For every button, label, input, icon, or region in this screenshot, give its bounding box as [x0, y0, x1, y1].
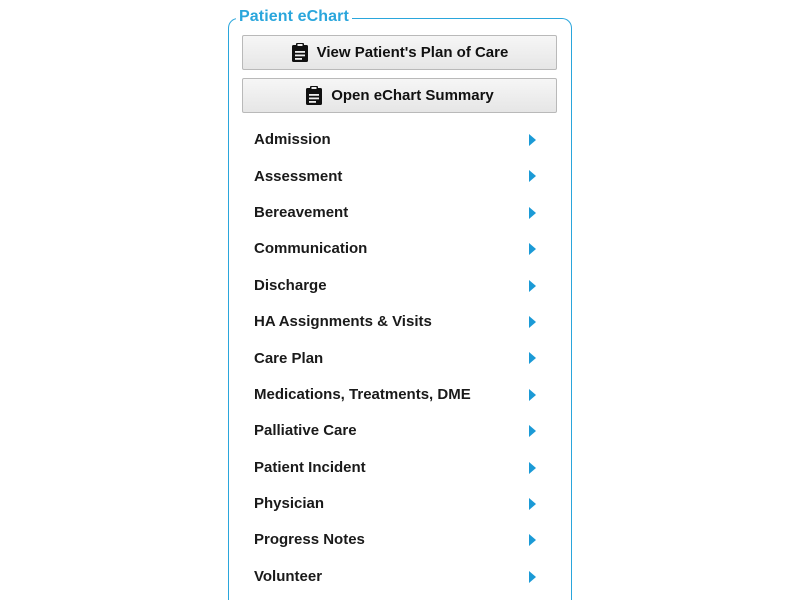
chevron-right-icon — [529, 571, 536, 583]
menu-item-label: Palliative Care — [254, 422, 357, 440]
menu-item-physician[interactable] — [242, 486, 557, 522]
chevron-right-icon — [529, 280, 536, 292]
menu-item-palliative-care[interactable] — [242, 413, 557, 449]
clipboard-icon — [291, 42, 309, 63]
menu-item-medications-treatments-dme[interactable] — [242, 377, 557, 413]
menu-item-label: HA Assignments & Visits — [254, 313, 432, 331]
menu-item-label: Bereavement — [254, 203, 349, 221]
chevron-right-icon — [529, 352, 536, 364]
echart-menu — [242, 122, 557, 595]
menu-item-progress-notes[interactable] — [242, 522, 557, 558]
chevron-right-icon — [529, 207, 536, 219]
menu-item-assessment[interactable] — [242, 158, 557, 194]
chevron-right-icon — [529, 134, 536, 146]
menu-item-volunteer[interactable] — [242, 559, 557, 595]
menu-item-admission[interactable] — [242, 122, 557, 158]
menu-item-label: Medications, Treatments, DME — [254, 385, 471, 403]
menu-item-label: Care Plan — [254, 349, 324, 367]
menu-item-label: Progress Notes — [254, 531, 365, 549]
menu-item-ha-assignments-visits[interactable] — [242, 304, 557, 340]
menu-item-label: Physician — [254, 495, 325, 513]
menu-item-label: Volunteer — [254, 567, 323, 585]
menu-item-bereavement[interactable] — [242, 195, 557, 231]
menu-item-discharge[interactable] — [242, 268, 557, 304]
clipboard-icon — [305, 85, 323, 106]
menu-item-label: Admission — [254, 131, 331, 149]
open-echart-summary-button[interactable] — [242, 78, 557, 113]
view-plan-of-care-label: View Patient's Plan of Care — [316, 43, 509, 61]
chevron-right-icon — [529, 389, 536, 401]
menu-item-label: Assessment — [254, 167, 343, 185]
chevron-right-icon — [529, 425, 536, 437]
chevron-right-icon — [529, 498, 536, 510]
panel-title: Patient eChart — [236, 7, 352, 27]
menu-item-label: Communication — [254, 240, 368, 258]
chevron-right-icon — [529, 170, 536, 182]
menu-item-label: Patient Incident — [254, 458, 366, 476]
chevron-right-icon — [529, 243, 536, 255]
menu-item-care-plan[interactable] — [242, 340, 557, 376]
chevron-right-icon — [529, 534, 536, 546]
menu-item-label: Discharge — [254, 276, 327, 294]
chevron-right-icon — [529, 462, 536, 474]
open-echart-summary-label: Open eChart Summary — [331, 86, 494, 104]
chevron-right-icon — [529, 316, 536, 328]
menu-item-patient-incident[interactable] — [242, 450, 557, 486]
view-plan-of-care-button[interactable] — [242, 35, 557, 70]
menu-item-communication[interactable] — [242, 231, 557, 267]
